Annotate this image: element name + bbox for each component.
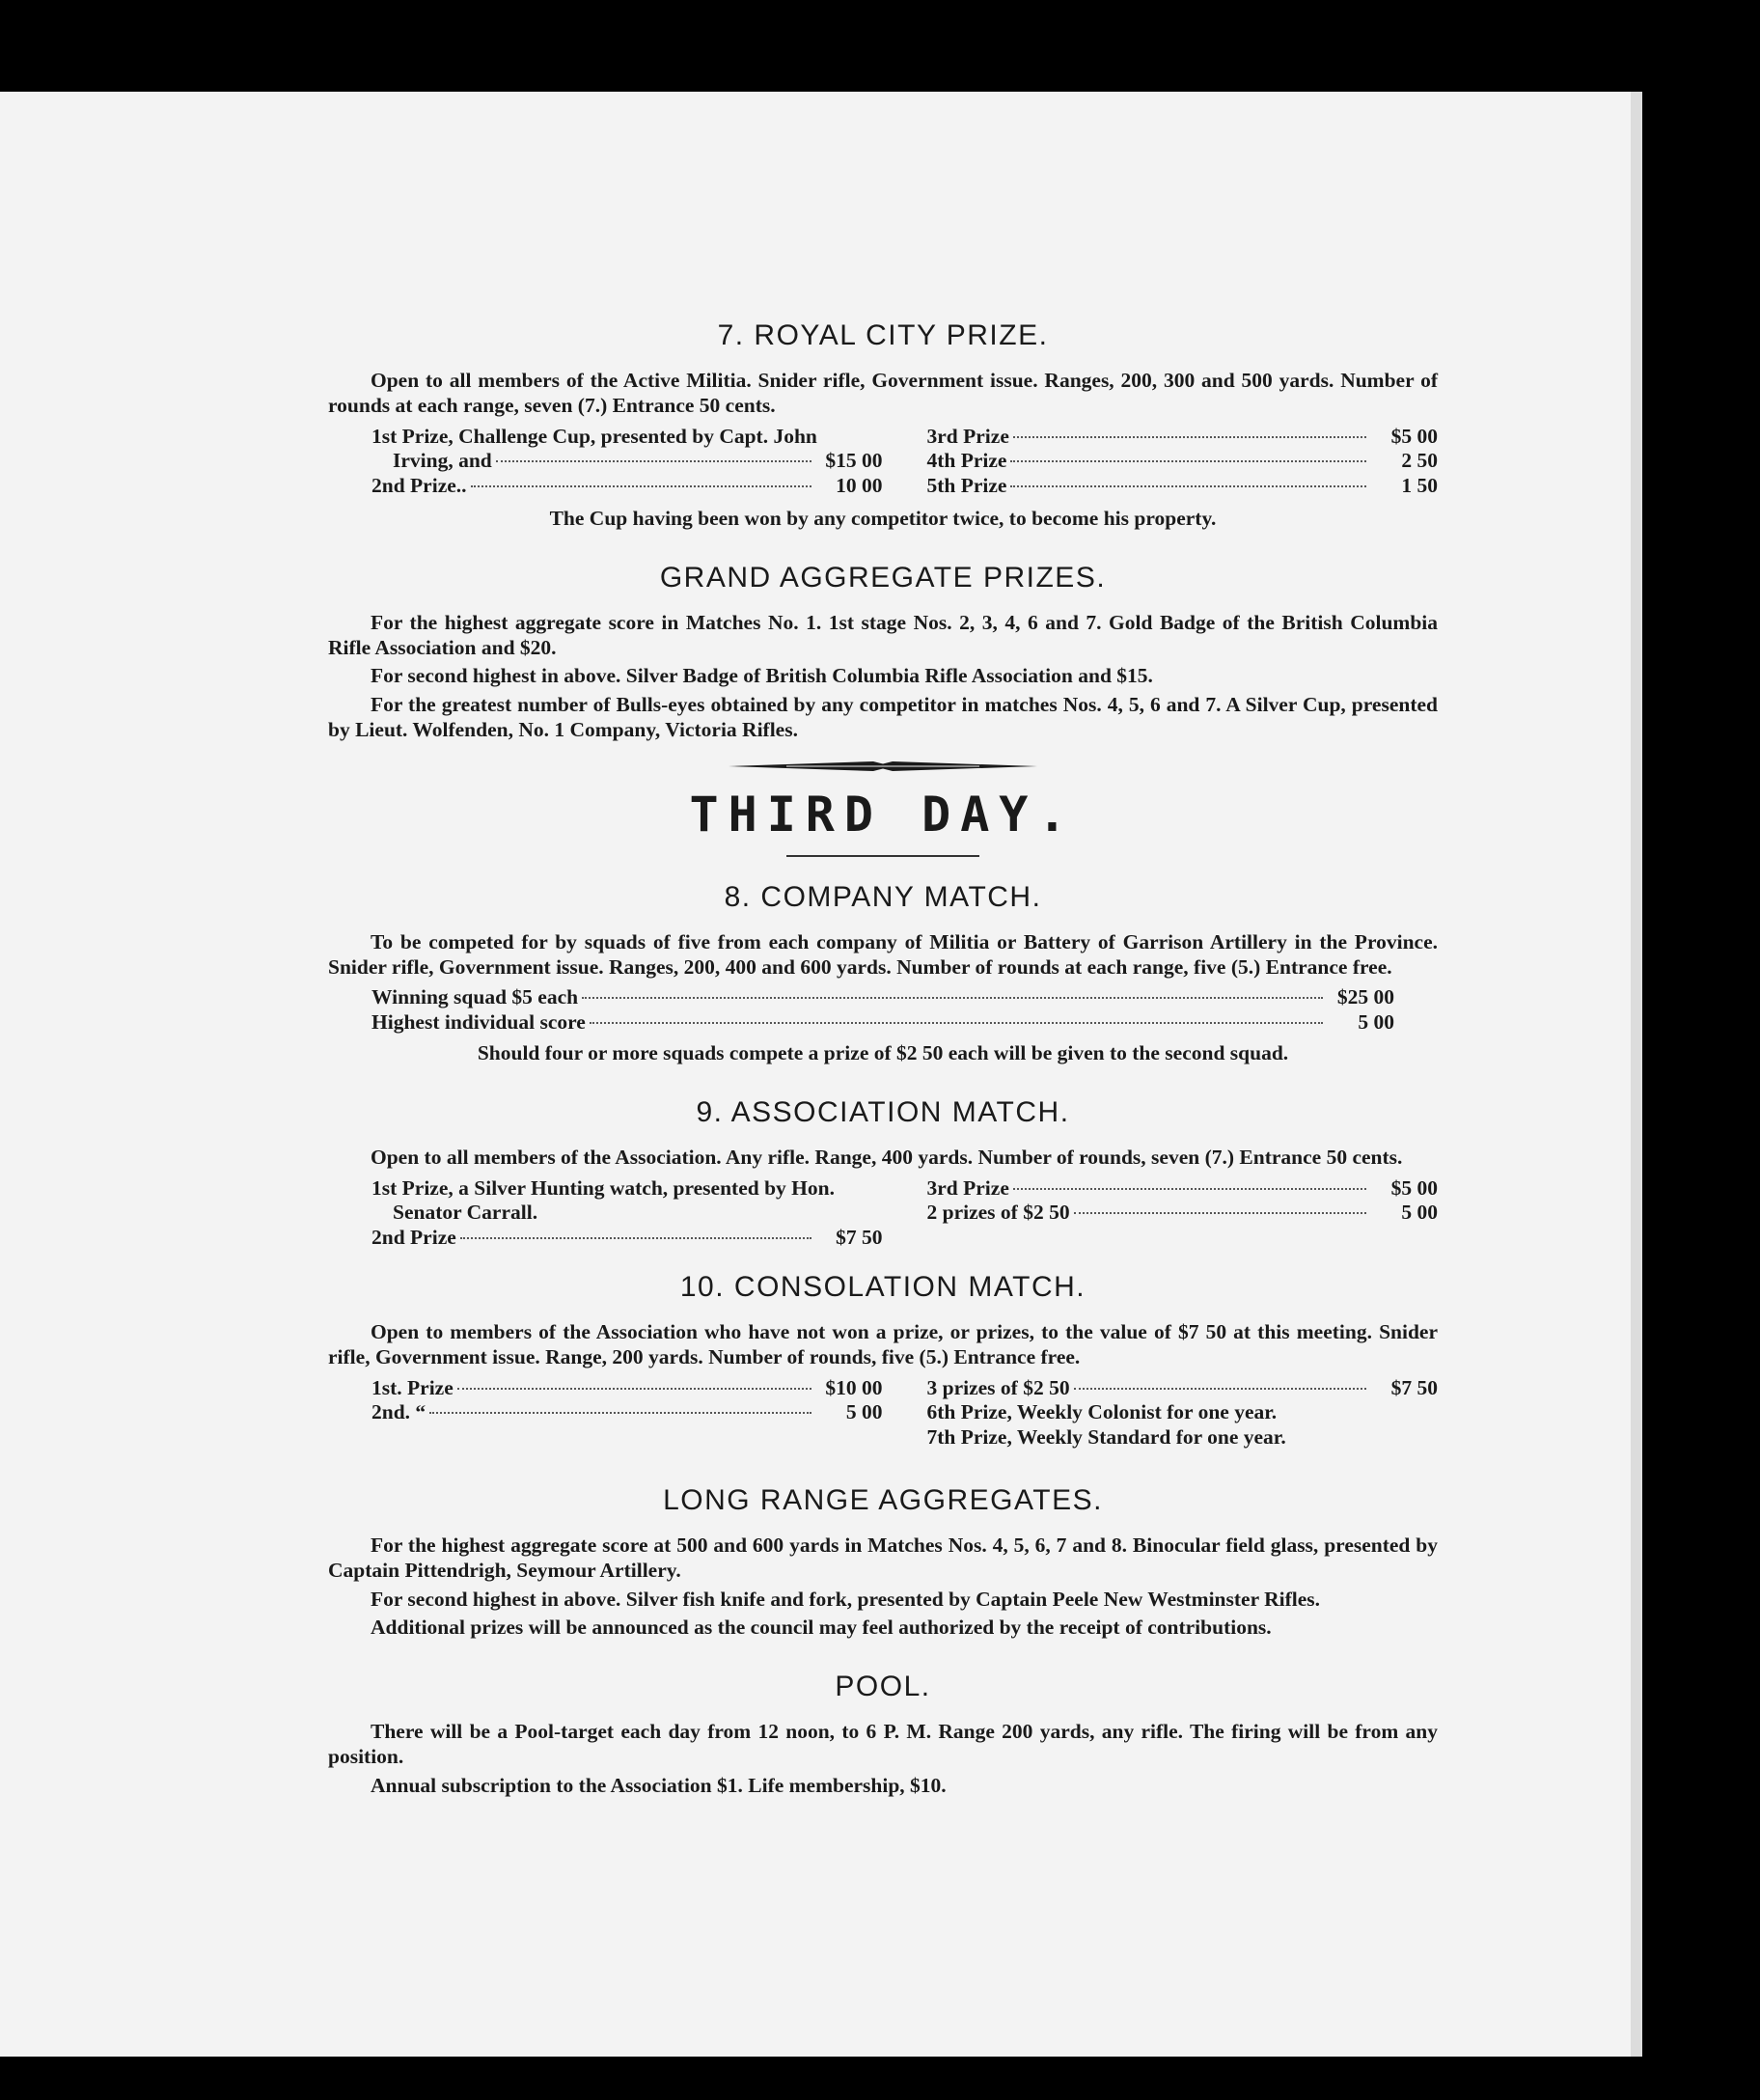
prize-label: 3rd Prize [926, 1175, 1009, 1200]
page-edge [1631, 92, 1642, 2057]
prize-row [371, 1226, 883, 1251]
prize-label: 3 prizes of $2 50 [926, 1375, 1070, 1399]
prize-row [371, 474, 883, 499]
long-range-paragraph: For second highest in above. Silver fish knife and fork, presented by Captain Peele New Westminster Rifles. [371, 1587, 1321, 1611]
prize-label: 2nd. “ [371, 1400, 426, 1424]
company-match-intro: To be competed for by squads of five from each company of Militia or Battery of Garrison Artillery in the Province. Snider rifle, Government issue. Ranges, 200, 400 and 600 yards. Number of rounds at each range, five (5.) Entrance free. [328, 929, 1438, 979]
leader-dots [1010, 485, 1366, 487]
prize-row [371, 985, 1394, 1010]
leader-dots [582, 997, 1323, 999]
prize-label: 5th Prize [926, 474, 1007, 498]
third-day-heading: THIRD DAY. [689, 786, 1077, 843]
royal-city-prizes [371, 425, 1438, 499]
prize-row [927, 425, 1439, 450]
prize-row [927, 1201, 1439, 1226]
prize-row [927, 449, 1439, 474]
prize-row [371, 1400, 883, 1425]
association-match-title: 9. ASSOCIATION MATCH. [696, 1095, 1070, 1128]
company-match-title: 8. COMPANY MATCH. [724, 880, 1042, 913]
prize-label: 1st Prize, a Silver Hunting watch, presented by Hon. [371, 1175, 835, 1200]
prize-label: 2nd Prize [371, 1226, 456, 1250]
prize-row [371, 425, 883, 450]
prize-amount: 5 00 [1358, 1010, 1394, 1035]
prize-row [927, 1376, 1439, 1401]
leader-dots [1010, 460, 1366, 462]
prize-amount: $5 00 [1390, 1175, 1438, 1200]
royal-city-title: 7. ROYAL CITY PRIZE. [717, 319, 1049, 351]
prize-label: 2 prizes of $2 50 [926, 1201, 1070, 1225]
consolation-right-prizes [921, 1376, 1439, 1451]
prize-label: 2nd Prize.. [371, 474, 467, 498]
leader-dots [1013, 1188, 1366, 1190]
prize-amount: 5 00 [1401, 1201, 1438, 1225]
pool-paragraph: Annual subscription to the Association $1. Life membership, $10. [371, 1773, 947, 1797]
prize-amount: 10 00 [836, 474, 883, 498]
prize-label: 3rd Prize [926, 424, 1009, 448]
prize-row [371, 1201, 883, 1226]
prize-label: Highest individual score [371, 1010, 586, 1035]
pool-paragraph: There will be a Pool-target each day from 12 noon, to 6 P. M. Range 200 yards, any rifle. The firing will be from any position. [328, 1720, 1438, 1768]
ornamental-divider [328, 759, 1438, 774]
prize-label: Irving, and [393, 449, 492, 473]
leader-dots [429, 1412, 811, 1414]
royal-city-intro: Open to all members of the Active Militia. Snider rifle, Government issue. Ranges, 200, 300 and 500 yards. Number of rounds at each range, seven (7.) Entrance 50 cents. [328, 369, 1438, 417]
pool-title: POOL. [835, 1671, 931, 1703]
prize-amount: 2 50 [1401, 449, 1438, 473]
prize-row [927, 1425, 1439, 1451]
prize-label: Winning squad $5 each [371, 985, 579, 1009]
leader-dots [471, 485, 811, 487]
royal-city-right-prizes [921, 425, 1439, 499]
consolation-match-prizes [371, 1376, 1438, 1451]
prize-row [371, 449, 883, 474]
prize-label: Senator Carrall. [393, 1201, 538, 1225]
prize-amount: $5 00 [1390, 424, 1438, 448]
leader-dots [1074, 1388, 1366, 1390]
prize-label: 7th Prize, Weekly Standard for one year. [926, 1425, 1286, 1450]
prize-amount: $7 50 [836, 1226, 883, 1250]
prize-label: 1st. Prize [371, 1375, 454, 1399]
royal-city-note: The Cup having been won by any competitor twice, to become his property. [549, 506, 1217, 530]
consolation-left-prizes [371, 1376, 883, 1451]
association-match-prizes [371, 1176, 1438, 1251]
prize-amount: 1 50 [1401, 474, 1438, 498]
prize-row [371, 1376, 883, 1401]
royal-city-left-prizes [371, 425, 883, 499]
grand-aggregate-paragraph: For second highest in above. Silver Badge of British Columbia Rifle Association and $15. [371, 664, 1153, 688]
leader-dots [1074, 1212, 1366, 1214]
company-match-prizes [371, 985, 1394, 1036]
prize-row [927, 474, 1439, 499]
prize-label: 1st Prize, Challenge Cup, presented by Capt. John [371, 424, 817, 448]
grand-aggregate-paragraph: For the greatest number of Bulls-eyes obtained by any competitor in matches Nos. 4, 5, 6 and 7. A Silver Cup, presented by Lieut. Wolfenden, No. 1 Company, Victoria Rifles. [328, 693, 1438, 741]
long-range-paragraph: Additional prizes will be announced as the council may feel authorized by the receipt of contributions. [371, 1616, 1272, 1640]
prize-row [927, 1400, 1439, 1425]
consolation-match-intro: Open to members of the Association who have not won a prize, or prizes, to the value of $7 50 at this meeting. Snider rifle, Government issue. Range, 200 yards. Number of rounds, five (5.) Entrance free. [328, 1319, 1438, 1368]
leader-dots [590, 1022, 1323, 1024]
prize-amount: $7 50 [1390, 1375, 1438, 1399]
prize-amount: 5 00 [845, 1400, 883, 1424]
consolation-match-title: 10. CONSOLATION MATCH. [679, 1270, 1086, 1303]
grand-aggregate-title: GRAND AGGREGATE PRIZES. [659, 561, 1107, 594]
prize-row [371, 1010, 1394, 1036]
prize-amount: $25 00 [1336, 985, 1394, 1009]
heading-rule [786, 855, 979, 857]
leader-dots [496, 460, 811, 462]
leader-dots [460, 1237, 811, 1239]
grand-aggregate-paragraph: For the highest aggregate score in Matches No. 1. 1st stage Nos. 2, 3, 4, 6 and 7. Gold Badge of the British Columbia Rifle Association and $20. [328, 610, 1438, 659]
association-right-prizes [921, 1176, 1439, 1251]
leader-dots [457, 1388, 811, 1390]
leader-dots [1013, 436, 1366, 438]
prize-label: 4th Prize [926, 449, 1007, 473]
prize-row [927, 1176, 1439, 1202]
company-match-note: Should four or more squads compete a prize of $2 50 each will be given to the second squad. [477, 1040, 1289, 1064]
association-match-intro: Open to all members of the Association. Any rifle. Range, 400 yards. Number of rounds, seven (7.) Entrance 50 cents. [371, 1145, 1403, 1169]
long-range-title: LONG RANGE AGGREGATES. [663, 1483, 1103, 1516]
association-left-prizes [371, 1176, 883, 1251]
prize-row [371, 1176, 883, 1202]
document-content [328, 318, 1438, 1803]
prize-label: 6th Prize, Weekly Colonist for one year. [926, 1400, 1278, 1424]
long-range-paragraph: For the highest aggregate score at 500 and 600 yards in Matches Nos. 4, 5, 6, 7 and 8. Binocular field glass, presented by Captain Pittendrigh, Seymour Artillery. [328, 1533, 1438, 1582]
prize-amount: $10 00 [825, 1375, 883, 1399]
prize-amount: $15 00 [825, 449, 883, 473]
